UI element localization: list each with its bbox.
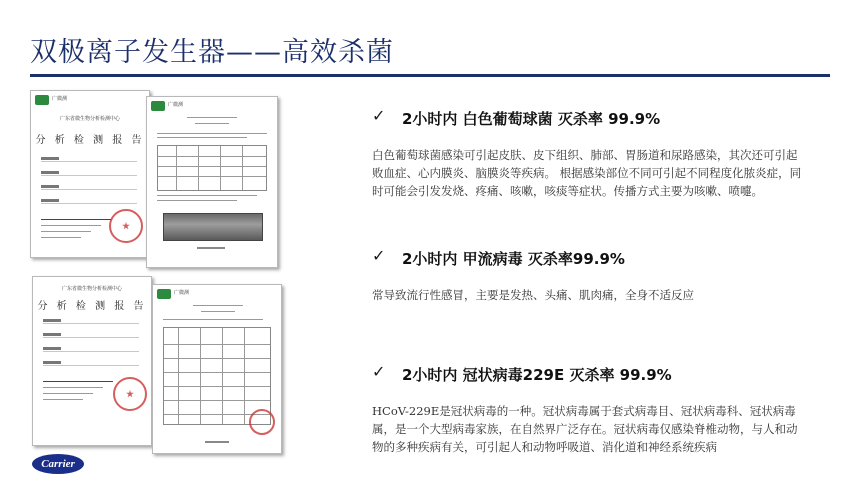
address-line — [43, 399, 83, 400]
address-line — [41, 225, 101, 226]
report-org: 广东省微生物分析检测中心 — [61, 286, 122, 292]
result-table — [157, 145, 267, 191]
note-line — [157, 195, 257, 196]
logo-icon — [35, 95, 49, 105]
title-underline — [30, 74, 830, 77]
report-title: 分 析 检 测 报 告 — [37, 301, 147, 312]
item-body-corona: HCoV-229E是冠状病毒的一种。冠状病毒属于套式病毒目、冠状病毒科、冠状病毒属，是一个大型病毒家族，在自然界广泛存在。冠状病毒仅感染脊椎动物，与人和动物的多种疾病有关，可引起人和动物呼吸道、消化道和神经系统疾病 — [372, 404, 798, 454]
checkmark-icon: ✓ — [372, 106, 386, 125]
field-line — [41, 203, 137, 204]
field-label — [41, 185, 59, 188]
field-line — [43, 323, 139, 324]
report-page-2 — [152, 284, 282, 454]
item-heading-flu: 2小时内 甲流病毒 灭杀率99.9% — [402, 250, 625, 268]
report-title: 分 析 检 测 报 告 — [35, 135, 145, 146]
checkmark-icon: ✓ — [372, 246, 386, 265]
page-title: 双极离子发生器——高效杀菌 — [30, 37, 394, 68]
item-heading-corona: 2小时内 冠状病毒229E 灭杀率 99.9% — [402, 366, 672, 384]
checkmark-icon: ✓ — [372, 362, 386, 381]
info-line — [163, 319, 263, 320]
page-number — [205, 441, 229, 443]
logo-label: 广微测 — [174, 290, 190, 296]
item-heading-staph: 2小时内 白色葡萄球菌 灭杀率 99.9% — [402, 110, 661, 128]
field-label — [43, 347, 61, 350]
field-line — [41, 175, 137, 176]
address-line — [43, 387, 103, 388]
field-label — [43, 361, 61, 364]
field-label — [41, 171, 59, 174]
address-line — [43, 381, 113, 382]
info-line — [157, 133, 267, 134]
red-stamp-icon — [109, 209, 143, 243]
photo-caption — [197, 247, 225, 249]
field-label — [43, 333, 61, 336]
header-line — [187, 117, 237, 118]
info-line — [157, 137, 247, 138]
red-stamp-icon — [249, 409, 275, 435]
note-line — [157, 200, 237, 201]
report-cover-2 — [32, 276, 152, 446]
report-page-1 — [146, 96, 278, 268]
item-body-staph: 白色葡萄球菌感染可引起皮肤、皮下组织、肺部、胃肠道和尿路感染，其次还可引起败血症、心内膜炎、脑膜炎等疾病。 根据感染部位不同可引起不同程度化脓炎症，同时可能会引发发烧、疼痛、咳嗽，咳痰等症状。传播方式主要为咳嗽、喷嚏。 — [372, 148, 802, 198]
device-photo — [163, 213, 263, 241]
field-label — [43, 319, 61, 322]
carrier-logo: Carrier — [32, 454, 84, 474]
logo-label: 广微测 — [52, 96, 68, 102]
header-line — [193, 305, 243, 306]
field-label — [41, 157, 59, 160]
address-line — [41, 231, 91, 232]
field-line — [41, 189, 137, 190]
field-label — [41, 199, 59, 202]
report-org: 广东省微生物分析检测中心 — [59, 116, 120, 122]
field-line — [43, 365, 139, 366]
logo-icon — [151, 101, 165, 111]
logo-label: 广微测 — [168, 102, 184, 108]
address-line — [43, 393, 93, 394]
address-line — [41, 237, 81, 238]
header-line — [195, 123, 229, 124]
field-line — [43, 337, 139, 338]
red-stamp-icon — [113, 377, 147, 411]
logo-icon — [157, 289, 171, 299]
report-cover-1 — [30, 90, 150, 258]
field-line — [41, 161, 137, 162]
item-body-flu: 常导致流行性感冒，主要是发热、头痛、肌肉痛，全身不适反应 — [372, 288, 694, 302]
address-line — [41, 219, 111, 220]
field-line — [43, 351, 139, 352]
header-line — [201, 311, 235, 312]
